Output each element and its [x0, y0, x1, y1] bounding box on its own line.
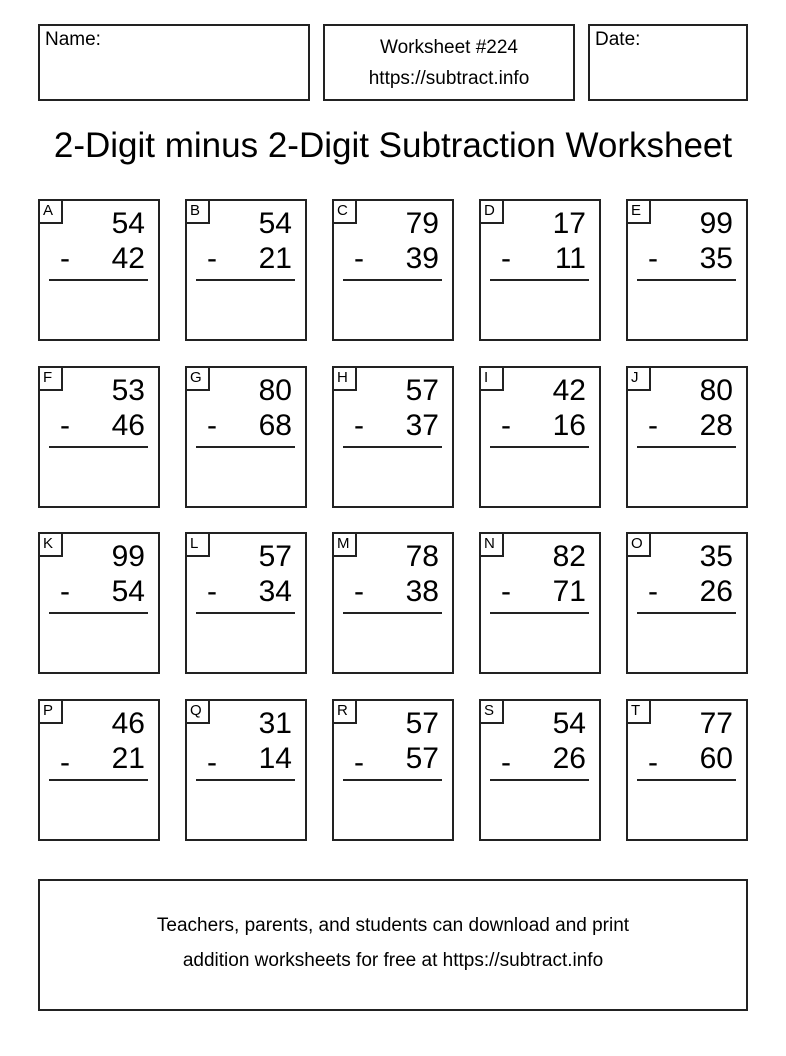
- problem-card: [38, 366, 160, 508]
- minus-sign: -: [501, 575, 511, 608]
- minus-sign: -: [207, 746, 217, 779]
- problem-label: H: [334, 368, 357, 391]
- minuend: 42: [552, 374, 586, 407]
- subtrahend: 60: [699, 742, 733, 775]
- minus-sign: -: [354, 575, 364, 608]
- problem-label: B: [187, 201, 210, 224]
- minus-sign: -: [501, 409, 511, 442]
- problem-label: Q: [187, 701, 210, 724]
- minus-sign: -: [648, 575, 658, 608]
- minus-sign: -: [207, 242, 217, 275]
- minuend: 54: [552, 707, 586, 740]
- footer-line-1: Teachers, parents, and students can download and print: [156, 915, 630, 936]
- date-field[interactable]: [588, 24, 748, 101]
- answer-line: [196, 279, 295, 281]
- problem-card: [185, 532, 307, 674]
- answer-line: [490, 446, 589, 448]
- minus-sign: -: [354, 409, 364, 442]
- subtrahend: 28: [699, 409, 733, 442]
- subtrahend: 21: [258, 242, 292, 275]
- answer-line: [49, 446, 148, 448]
- answer-line: [637, 779, 736, 781]
- answer-line: [343, 279, 442, 281]
- problem-label: L: [187, 534, 210, 557]
- answer-line: [49, 779, 148, 781]
- problem-label: C: [334, 201, 357, 224]
- minuend: 57: [405, 707, 439, 740]
- answer-line: [490, 779, 589, 781]
- minuend: 54: [111, 207, 145, 240]
- problem-card: [38, 699, 160, 841]
- problem-card: [626, 532, 748, 674]
- problem-label: I: [481, 368, 504, 391]
- minuend: 31: [258, 707, 292, 740]
- subtrahend: 71: [552, 575, 586, 608]
- subtrahend: 21: [111, 742, 145, 775]
- problem-card: [185, 199, 307, 341]
- subtrahend: 14: [258, 742, 292, 775]
- problem-label: A: [40, 201, 63, 224]
- subtrahend: 38: [405, 575, 439, 608]
- problem-label: F: [40, 368, 63, 391]
- problem-card: [332, 699, 454, 841]
- problem-card: [332, 532, 454, 674]
- minus-sign: -: [501, 746, 511, 779]
- minus-sign: -: [60, 575, 70, 608]
- worksheet-url: https://subtract.info: [368, 68, 530, 89]
- subtrahend: 46: [111, 409, 145, 442]
- problem-card: [185, 366, 307, 508]
- problem-label: T: [628, 701, 651, 724]
- minus-sign: -: [60, 746, 70, 779]
- problem-card: [38, 199, 160, 341]
- minus-sign: -: [648, 746, 658, 779]
- answer-line: [490, 279, 589, 281]
- minuend: 99: [111, 540, 145, 573]
- minus-sign: -: [207, 409, 217, 442]
- minuend: 80: [699, 374, 733, 407]
- worksheet-number: Worksheet #224: [379, 37, 518, 58]
- answer-line: [637, 446, 736, 448]
- minuend: 57: [258, 540, 292, 573]
- answer-line: [196, 612, 295, 614]
- minuend: 78: [405, 540, 439, 573]
- answer-line: [196, 779, 295, 781]
- minuend: 82: [552, 540, 586, 573]
- name-label: Name:: [45, 29, 101, 50]
- problem-label: R: [334, 701, 357, 724]
- problem-label: S: [481, 701, 504, 724]
- answer-line: [49, 612, 148, 614]
- subtrahend: 37: [405, 409, 439, 442]
- subtrahend: 39: [405, 242, 439, 275]
- minuend: 99: [699, 207, 733, 240]
- subtrahend: 35: [699, 242, 733, 275]
- minus-sign: -: [60, 409, 70, 442]
- minuend: 80: [258, 374, 292, 407]
- problem-card: [479, 532, 601, 674]
- answer-line: [343, 779, 442, 781]
- answer-line: [49, 279, 148, 281]
- footer-line-2: addition worksheets for free at https://subtract.info: [182, 950, 604, 971]
- minuend: 53: [111, 374, 145, 407]
- problem-card: [479, 199, 601, 341]
- name-field[interactable]: [38, 24, 310, 101]
- subtrahend: 26: [699, 575, 733, 608]
- subtrahend: 68: [258, 409, 292, 442]
- date-label: Date:: [595, 29, 641, 50]
- answer-line: [196, 446, 295, 448]
- subtrahend: 11: [554, 242, 586, 275]
- page-title: 2-Digit minus 2-Digit Subtraction Worksheet: [53, 126, 733, 165]
- minus-sign: -: [354, 746, 364, 779]
- problem-card: [626, 366, 748, 508]
- minuend: 79: [405, 207, 439, 240]
- problem-label: J: [628, 368, 651, 391]
- answer-line: [490, 612, 589, 614]
- problem-card: [185, 699, 307, 841]
- problem-card: [479, 366, 601, 508]
- answer-line: [343, 446, 442, 448]
- minuend: 54: [258, 207, 292, 240]
- subtrahend: 42: [111, 242, 145, 275]
- minus-sign: -: [648, 409, 658, 442]
- subtrahend: 26: [552, 742, 586, 775]
- minus-sign: -: [207, 575, 217, 608]
- minuend: 57: [405, 374, 439, 407]
- answer-line: [637, 279, 736, 281]
- minuend: 17: [552, 207, 586, 240]
- answer-line: [637, 612, 736, 614]
- subtrahend: 16: [552, 409, 586, 442]
- problem-label: K: [40, 534, 63, 557]
- minuend: 77: [699, 707, 733, 740]
- minus-sign: -: [648, 242, 658, 275]
- problem-label: M: [334, 534, 357, 557]
- subtrahend: 34: [258, 575, 292, 608]
- minuend: 35: [699, 540, 733, 573]
- minus-sign: -: [60, 242, 70, 275]
- problem-label: D: [481, 201, 504, 224]
- problem-label: N: [481, 534, 504, 557]
- problem-card: [332, 366, 454, 508]
- subtrahend: 54: [111, 575, 145, 608]
- problem-card: [38, 532, 160, 674]
- minus-sign: -: [501, 242, 511, 275]
- problem-label: P: [40, 701, 63, 724]
- problem-card: [332, 199, 454, 341]
- problem-card: [626, 699, 748, 841]
- minuend: 46: [111, 707, 145, 740]
- answer-line: [343, 612, 442, 614]
- problem-label: O: [628, 534, 651, 557]
- worksheet-info-box: [323, 24, 575, 101]
- footer-box: [38, 879, 748, 1011]
- minus-sign: -: [354, 242, 364, 275]
- problem-label: E: [628, 201, 651, 224]
- subtrahend: 57: [405, 742, 439, 775]
- problem-card: [626, 199, 748, 341]
- problem-card: [479, 699, 601, 841]
- problem-label: G: [187, 368, 210, 391]
